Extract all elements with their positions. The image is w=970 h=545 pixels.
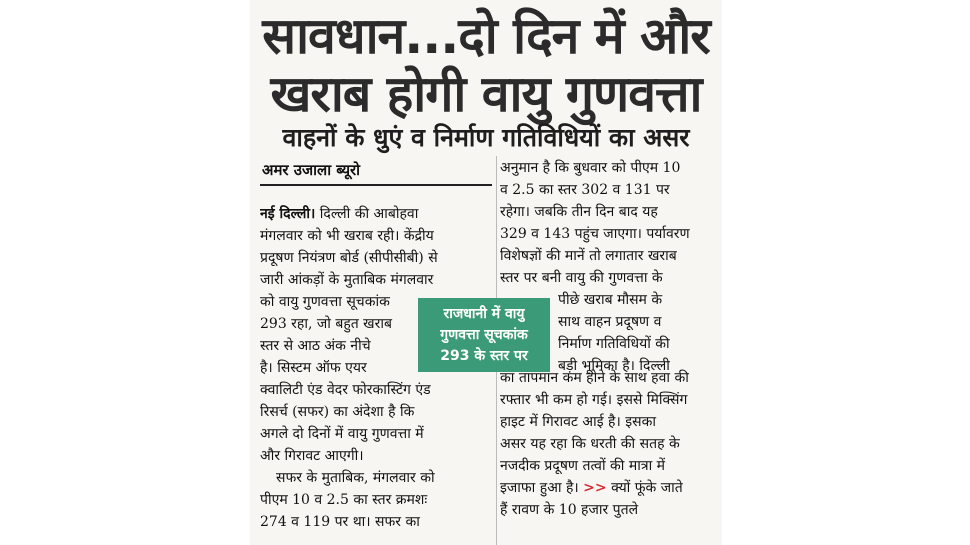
left-column-lower bbox=[260, 357, 488, 533]
left-line: क्वालिटी एंड वेदर फोरकास्टिंग एंड bbox=[260, 382, 431, 398]
left-line: अगले दो दिनों में वायु गुणवत्ता में bbox=[260, 426, 424, 442]
headline-line-1: सावधान...दो दिन में और bbox=[262, 7, 710, 65]
highlight-box bbox=[418, 298, 550, 372]
left-column-narrow bbox=[260, 291, 408, 357]
right-line: अनुमान है कि बुधवार को पीएम 10 bbox=[500, 160, 681, 176]
highlight-line: गुणवत्ता सूचकांक bbox=[440, 326, 528, 343]
right-line-with-pointer: इजाफा हुआ है। >> क्यों फूंके जाते bbox=[500, 480, 683, 496]
headline-line-2: खराब होगी वायु गुणवत्ता bbox=[270, 65, 702, 123]
left-line: जारी आंकड़ों के मुताबिक मंगलवार bbox=[260, 272, 434, 288]
right-line: बड़ी भूमिका है। दिल्ली bbox=[558, 358, 670, 374]
newspaper-clipping bbox=[250, 0, 722, 545]
left-line: पीएम 10 व 2.5 का स्तर क्रमशः bbox=[260, 492, 428, 508]
left-line: है। सिस्टम ऑफ एयर bbox=[260, 360, 367, 376]
right-line: रफ्तार भी कम हो गई। इससे मिक्सिंग bbox=[500, 392, 688, 408]
left-line: रिसर्च (सफर) का अंदेशा है कि bbox=[260, 404, 415, 420]
byline: अमर उजाला ब्यूरो bbox=[262, 161, 361, 179]
related-story-link[interactable]: क्यों फूंके जाते bbox=[606, 480, 683, 496]
highlight-line: 293 के स्तर पर bbox=[440, 347, 528, 364]
byline-divider bbox=[260, 184, 492, 186]
right-line: विशेषज्ञों की मानें तो लगातार खराब bbox=[500, 248, 677, 264]
related-story-link-continued[interactable]: हैं रावण के 10 हजार पुतले bbox=[500, 502, 639, 518]
left-column-top bbox=[260, 203, 488, 291]
dateline: नई दिल्ली। bbox=[260, 206, 316, 222]
highlight-line: राजधानी में वायु bbox=[443, 305, 525, 322]
right-column-mid bbox=[558, 289, 712, 377]
left-line: प्रदूषण नियंत्रण बोर्ड (सीपीसीबी) से bbox=[260, 250, 438, 266]
right-line: हाइट में गिरावट आई है। इसका bbox=[500, 414, 656, 430]
left-line: 274 व 119 पर था। सफर का bbox=[260, 514, 420, 530]
subheadline: वाहनों के धुएं व निर्माण गतिविधियों का असर bbox=[282, 123, 690, 152]
right-line: 329 व 143 पहुंच जाएगा। पर्यावरण bbox=[500, 226, 690, 242]
left-line: मंगलवार को भी खराब रही। केंद्रीय bbox=[260, 228, 434, 244]
left-line: 293 रहा, जो बहुत खराब bbox=[260, 316, 392, 332]
left-line: स्तर से आठ अंक नीचे bbox=[260, 338, 371, 354]
right-column-top bbox=[500, 157, 712, 289]
right-line: असर यह रहा कि धरती की सतह के bbox=[500, 436, 680, 452]
right-line: साथ वाहन प्रदूषण व bbox=[558, 314, 662, 330]
right-line: व 2.5 का स्तर 302 व 131 पर bbox=[500, 182, 670, 198]
right-column-lower bbox=[500, 367, 712, 521]
left-line: सफर के मुताबिक, मंगलवार को bbox=[276, 470, 435, 486]
right-line: का तापमान कम होने के साथ हवा की bbox=[500, 370, 689, 386]
right-line: नजदीक प्रदूषण तत्वों की मात्रा में bbox=[500, 458, 666, 474]
right-line: रहेगा। जबकि तीन दिन बाद यह bbox=[500, 204, 658, 220]
pointer-arrow-icon: >> bbox=[583, 480, 607, 496]
left-line: नई दिल्ली। दिल्ली की आबोहवा bbox=[260, 206, 419, 222]
left-line: और गिरावट आएगी। bbox=[260, 448, 364, 464]
right-line: पीछे खराब मौसम के bbox=[558, 292, 663, 308]
left-line: को वायु गुणवत्ता सूचकांक bbox=[260, 294, 390, 310]
right-line: स्तर पर बनी वायु की गुणवत्ता के bbox=[500, 270, 663, 286]
right-line: निर्माण गतिविधियों की bbox=[558, 336, 670, 352]
